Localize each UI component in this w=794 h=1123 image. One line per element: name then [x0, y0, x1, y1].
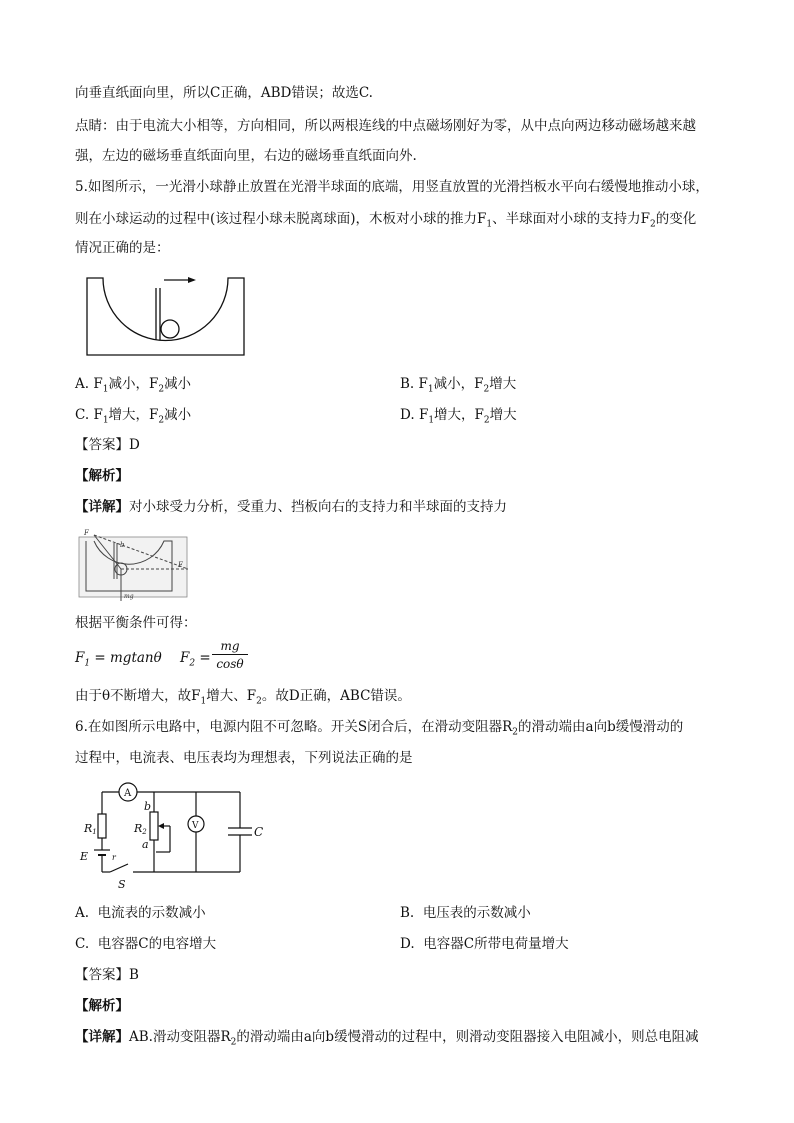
eq-lhs: F: [75, 650, 85, 666]
q6-stem-line-2: 过程中，电流表、电压表均为理想表，下列说法正确的是: [75, 750, 413, 766]
q6-circuit-figure: [78, 780, 274, 894]
q5-balance-line: 根据平衡条件可得：: [75, 615, 197, 631]
r2-label: R2: [134, 822, 147, 836]
sub: 1: [200, 696, 207, 707]
conclusion-text: 由于θ不断增大，故F: [75, 688, 201, 704]
q5-option-a: [75, 374, 191, 400]
prev-answer-line: 向垂直纸面向里，所以C正确，ABD错误；故选C.: [75, 85, 373, 101]
equation-f1: [75, 648, 162, 674]
sub: 1: [102, 415, 109, 426]
sub: 1: [84, 658, 91, 669]
detail-label: 【详解】: [75, 1029, 129, 1045]
force-label-f1: F: [178, 561, 183, 569]
q6-stem-line-1: [75, 717, 683, 743]
q5-option-d: [400, 405, 517, 431]
q5-stem-line-2: [75, 209, 696, 235]
option-text: 电容器C的电容增大: [97, 936, 217, 952]
sub: 2: [512, 727, 519, 738]
option-text: F: [418, 407, 429, 423]
q5-option-c: [75, 405, 191, 431]
sub: 1: [102, 384, 109, 395]
terminal-b-label: b: [144, 800, 152, 813]
option-text: 增大: [489, 376, 517, 392]
sub: 2: [158, 415, 165, 426]
option-text: F: [93, 407, 103, 423]
q5-analysis-label: 【解析】: [75, 468, 129, 484]
eq-lhs: F: [180, 650, 190, 666]
option-text: 增大，F: [108, 407, 159, 423]
option-text: 减小，F: [433, 376, 484, 392]
sub: 2: [483, 415, 490, 426]
q6-option-c: [75, 934, 216, 954]
equation-f2: $F_2$ =: [180, 650, 211, 669]
option-letter: A.: [75, 905, 90, 921]
q6-option-b: [400, 903, 531, 923]
eq-rhs: = mgtanθ: [94, 650, 162, 666]
capacitor-label: C: [254, 825, 264, 839]
board-label-b: b: [120, 541, 125, 549]
switch-label: S: [118, 878, 126, 891]
q6-option-d: [400, 934, 569, 954]
q5-stem-2a: 则在小球运动的过程中(该过程小球未脱离球面)，木板对小球的推力F: [75, 211, 487, 227]
sub: 1: [428, 415, 435, 426]
option-text: F: [418, 376, 428, 392]
force-label-mg: mg: [124, 593, 134, 600]
option-letter: B.: [400, 905, 415, 921]
option-text: F: [93, 376, 103, 392]
option-text: 减小，F: [108, 376, 159, 392]
q5-answer: 【答案】D: [75, 437, 140, 453]
q5-option-b: [400, 374, 516, 400]
eq2-numerator: mg: [212, 638, 248, 655]
option-letter: C.: [75, 407, 90, 423]
q5-bowl-figure: [86, 268, 246, 358]
q5-stem-line-3: 情况正确的是：: [75, 240, 170, 256]
option-text: 电容器C所带电荷量增大: [423, 936, 569, 952]
sub: 2: [158, 384, 165, 395]
emf-label: E: [80, 850, 89, 863]
sub: 1: [486, 219, 493, 230]
comment-line-2: 强，左边的磁场垂直纸面向里，右边的磁场垂直纸面向外.: [75, 148, 417, 164]
ammeter-label: A: [124, 788, 132, 799]
q5-stem-2b: 、半球面对小球的支持力F: [492, 211, 651, 227]
option-letter: D.: [400, 407, 415, 423]
conclusion-text: 。故D正确，ABC错误。: [261, 688, 411, 704]
stem-text: 6.在如图所示电路中，电源内阻不可忽略。开关S闭合后，在滑动变阻器R: [75, 719, 513, 735]
q5-stem-line-1: 5.如图所示，一光滑小球静止放置在光滑半球面的底端，用竖直放置的光滑挡板水平向右缓慢地推动小球，: [75, 179, 709, 195]
option-text: 增大: [489, 407, 517, 423]
option-letter: C.: [75, 936, 90, 952]
internal-r-label: r: [112, 853, 116, 862]
r1-label: R1: [84, 822, 97, 836]
option-letter: A.: [75, 376, 90, 392]
option-letter: D.: [400, 936, 415, 952]
q5-force-figure: [78, 527, 196, 605]
option-letter: B.: [400, 376, 415, 392]
q6-analysis-label: 【解析】: [75, 998, 129, 1014]
sub: 2: [230, 1037, 237, 1048]
terminal-a-label: a: [142, 838, 149, 851]
sub: 2: [189, 658, 196, 669]
option-text: 减小: [164, 376, 192, 392]
q5-conclusion: [75, 686, 411, 712]
detail-text: 对小球受力分析，受重力、挡板向右的支持力和半球面的支持力: [129, 499, 507, 515]
force-label-f2: F: [84, 529, 89, 537]
eq2-denominator: cosθ: [216, 657, 244, 671]
sub: 1: [427, 384, 434, 395]
q6-answer: 【答案】B: [75, 967, 139, 983]
comment-line-1: 点睛：由于电流大小相等，方向相同，所以两根连线的中点磁场刚好为零，从中点向两边移动磁场越来越: [75, 118, 696, 134]
sub: 2: [256, 696, 262, 707]
detail-text: 的滑动端由a向b缓慢滑动的过程中，则滑动变阻器接入电阻减小，则总电阻减: [236, 1029, 699, 1045]
detail-text: AB.滑动变阻器R: [129, 1029, 231, 1045]
q6-detail-line: [75, 1027, 699, 1053]
voltmeter-label: V: [192, 821, 199, 831]
q5-detail-line: [75, 497, 507, 517]
detail-label: 【详解】: [75, 499, 129, 515]
option-text: 减小: [164, 407, 192, 423]
q5-stem-2c: 的变化: [655, 211, 697, 227]
sub: 2: [483, 384, 490, 395]
option-text: 电流表的示数减小: [97, 905, 206, 921]
stem-text: 的滑动端由a向b缓慢滑动的: [518, 719, 684, 735]
q6-option-a: [75, 903, 206, 923]
sub: 2: [650, 219, 656, 230]
conclusion-text: 增大、F: [206, 688, 257, 704]
option-text: 增大，F: [434, 407, 484, 423]
option-text: 电压表的示数减小: [422, 905, 531, 921]
